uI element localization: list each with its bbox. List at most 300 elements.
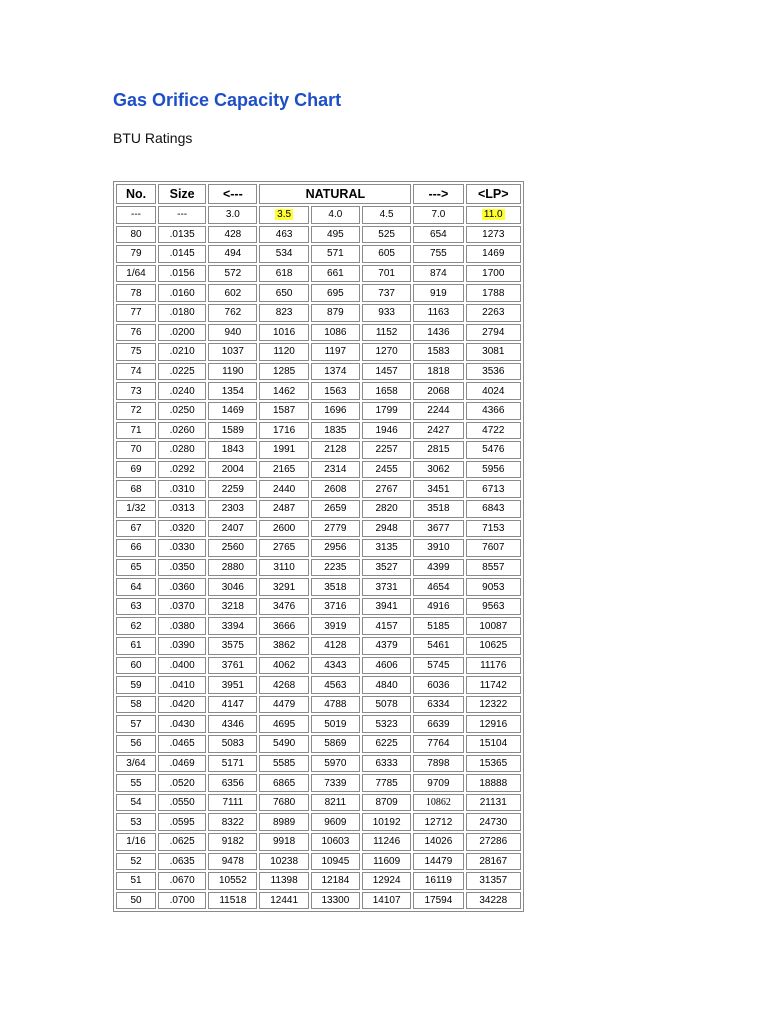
btu-cell: 7153 xyxy=(466,520,521,538)
drill-number-cell: 63 xyxy=(116,598,156,616)
btu-cell: 5083 xyxy=(208,735,257,753)
header-row xyxy=(116,184,521,204)
table-row xyxy=(116,598,521,616)
btu-cell: 2815 xyxy=(413,441,463,459)
btu-cell: 1436 xyxy=(413,324,463,342)
btu-cell: 1270 xyxy=(362,343,411,361)
size-cell: .0420 xyxy=(158,696,206,714)
size-cell: .0330 xyxy=(158,539,206,557)
size-cell: .0240 xyxy=(158,382,206,400)
size-cell: .0380 xyxy=(158,617,206,635)
btu-cell: 4366 xyxy=(466,402,521,420)
btu-cell: 9053 xyxy=(466,578,521,596)
pressure-subheader-row xyxy=(116,206,521,224)
size-cell: .0135 xyxy=(158,226,206,244)
btu-cell: 24730 xyxy=(466,813,521,831)
btu-cell: 11176 xyxy=(466,657,521,675)
btu-cell: 4147 xyxy=(208,696,257,714)
btu-cell: 1190 xyxy=(208,363,257,381)
btu-cell: 1120 xyxy=(259,343,308,361)
btu-cell: 5019 xyxy=(311,715,360,733)
btu-cell: 2820 xyxy=(362,500,411,518)
btu-cell: 4128 xyxy=(311,637,360,655)
orifice-capacity-table xyxy=(113,181,524,912)
size-cell: .0210 xyxy=(158,343,206,361)
btu-cell: 879 xyxy=(311,304,360,322)
btu-cell: 5185 xyxy=(413,617,463,635)
btu-cell: 5171 xyxy=(208,755,257,773)
btu-cell: 4062 xyxy=(259,657,308,675)
size-cell: .0400 xyxy=(158,657,206,675)
table-body xyxy=(116,206,521,909)
btu-cell: 1700 xyxy=(466,265,521,283)
drill-number-cell: 62 xyxy=(116,617,156,635)
pressure-cell xyxy=(259,206,308,224)
btu-cell: 8989 xyxy=(259,813,308,831)
btu-cell: 919 xyxy=(413,284,463,302)
btu-cell: 9563 xyxy=(466,598,521,616)
btu-cell: 2765 xyxy=(259,539,308,557)
pressure-cell: 4.0 xyxy=(311,206,360,224)
btu-cell: 737 xyxy=(362,284,411,302)
table-row xyxy=(116,284,521,302)
btu-cell: 1469 xyxy=(466,245,521,263)
btu-cell: 463 xyxy=(259,226,308,244)
header-left-arrow: <--- xyxy=(208,184,257,204)
btu-cell: 2259 xyxy=(208,480,257,498)
size-cell: .0370 xyxy=(158,598,206,616)
btu-cell: 5585 xyxy=(259,755,308,773)
btu-cell: 1152 xyxy=(362,324,411,342)
subtitle: BTU Ratings xyxy=(113,130,193,146)
btu-cell: 1658 xyxy=(362,382,411,400)
btu-cell: 21131 xyxy=(466,794,521,812)
btu-cell: 14479 xyxy=(413,853,463,871)
btu-cell: 3677 xyxy=(413,520,463,538)
btu-cell: 4379 xyxy=(362,637,411,655)
table-row xyxy=(116,226,521,244)
table-row xyxy=(116,735,521,753)
size-cell: .0410 xyxy=(158,676,206,694)
btu-cell: 6713 xyxy=(466,480,521,498)
btu-cell: 11246 xyxy=(362,833,411,851)
btu-cell: 762 xyxy=(208,304,257,322)
btu-cell: 3941 xyxy=(362,598,411,616)
btu-cell: 3951 xyxy=(208,676,257,694)
btu-cell: 5970 xyxy=(311,755,360,773)
table-row xyxy=(116,539,521,557)
btu-cell: 1835 xyxy=(311,422,360,440)
table-row xyxy=(116,676,521,694)
table-row xyxy=(116,578,521,596)
btu-cell: 5461 xyxy=(413,637,463,655)
btu-cell: 823 xyxy=(259,304,308,322)
pressure-cell: 3.0 xyxy=(208,206,257,224)
btu-cell: 1589 xyxy=(208,422,257,440)
highlighted-pressure: 3.5 xyxy=(277,209,292,221)
btu-cell: 14026 xyxy=(413,833,463,851)
btu-cell: 11518 xyxy=(208,892,257,910)
size-cell: .0390 xyxy=(158,637,206,655)
drill-number-cell: 1/64 xyxy=(116,265,156,283)
btu-cell: 4268 xyxy=(259,676,308,694)
table-row xyxy=(116,480,521,498)
drill-number-cell: 52 xyxy=(116,853,156,871)
btu-cell: 10192 xyxy=(362,813,411,831)
btu-cell: 2244 xyxy=(413,402,463,420)
size-cell: .0625 xyxy=(158,833,206,851)
drill-number-cell: 77 xyxy=(116,304,156,322)
drill-number-cell: 1/32 xyxy=(116,500,156,518)
table-row xyxy=(116,441,521,459)
btu-cell: 9182 xyxy=(208,833,257,851)
drill-number-cell: 61 xyxy=(116,637,156,655)
btu-cell: 10945 xyxy=(311,853,360,871)
drill-number-cell: 64 xyxy=(116,578,156,596)
btu-cell: 933 xyxy=(362,304,411,322)
drill-number-cell: 75 xyxy=(116,343,156,361)
btu-cell: 2880 xyxy=(208,559,257,577)
table-row xyxy=(116,245,521,263)
btu-cell: 27286 xyxy=(466,833,521,851)
btu-cell: 2068 xyxy=(413,382,463,400)
btu-cell: 1788 xyxy=(466,284,521,302)
btu-cell: 874 xyxy=(413,265,463,283)
btu-cell: 4399 xyxy=(413,559,463,577)
btu-cell: 10087 xyxy=(466,617,521,635)
btu-cell: 10238 xyxy=(259,853,308,871)
size-cell: .0550 xyxy=(158,794,206,812)
btu-cell: 10625 xyxy=(466,637,521,655)
drill-number-cell: 65 xyxy=(116,559,156,577)
size-cell: .0350 xyxy=(158,559,206,577)
size-cell: .0313 xyxy=(158,500,206,518)
btu-cell: 4916 xyxy=(413,598,463,616)
table-row xyxy=(116,343,521,361)
table-row xyxy=(116,324,521,342)
btu-cell: 1016 xyxy=(259,324,308,342)
drill-number-cell: 53 xyxy=(116,813,156,831)
btu-cell: 7680 xyxy=(259,794,308,812)
btu-cell: 1799 xyxy=(362,402,411,420)
btu-cell: 10552 xyxy=(208,872,257,890)
table-row xyxy=(116,382,521,400)
size-cell: .0225 xyxy=(158,363,206,381)
btu-cell: 3518 xyxy=(413,500,463,518)
btu-cell: 8211 xyxy=(311,794,360,812)
size-cell: .0700 xyxy=(158,892,206,910)
btu-cell: 1197 xyxy=(311,343,360,361)
table-row xyxy=(116,461,521,479)
table-row xyxy=(116,265,521,283)
btu-cell: 7785 xyxy=(362,774,411,792)
btu-cell: 534 xyxy=(259,245,308,263)
btu-cell: 3291 xyxy=(259,578,308,596)
btu-cell: 2455 xyxy=(362,461,411,479)
btu-cell: 2779 xyxy=(311,520,360,538)
btu-cell: 2235 xyxy=(311,559,360,577)
table-row xyxy=(116,402,521,420)
btu-cell: 3761 xyxy=(208,657,257,675)
btu-cell: 2004 xyxy=(208,461,257,479)
btu-cell: 6036 xyxy=(413,676,463,694)
btu-cell: 1946 xyxy=(362,422,411,440)
btu-cell: 3046 xyxy=(208,578,257,596)
btu-cell: 2165 xyxy=(259,461,308,479)
btu-cell: 3527 xyxy=(362,559,411,577)
size-cell: .0360 xyxy=(158,578,206,596)
size-cell: .0156 xyxy=(158,265,206,283)
btu-cell: 9709 xyxy=(413,774,463,792)
btu-cell: 4840 xyxy=(362,676,411,694)
drill-number-cell: 51 xyxy=(116,872,156,890)
btu-cell: 3919 xyxy=(311,617,360,635)
btu-cell: 12924 xyxy=(362,872,411,890)
size-cell: .0430 xyxy=(158,715,206,733)
size-cell: .0180 xyxy=(158,304,206,322)
btu-cell: 1163 xyxy=(413,304,463,322)
drill-number-cell: 50 xyxy=(116,892,156,910)
pressure-cell: --- xyxy=(116,206,156,224)
drill-number-cell: 79 xyxy=(116,245,156,263)
btu-cell: 5323 xyxy=(362,715,411,733)
btu-cell: 6639 xyxy=(413,715,463,733)
size-cell: .0520 xyxy=(158,774,206,792)
btu-cell: 1354 xyxy=(208,382,257,400)
btu-cell: 618 xyxy=(259,265,308,283)
btu-cell: 494 xyxy=(208,245,257,263)
btu-cell: 605 xyxy=(362,245,411,263)
btu-cell: 3110 xyxy=(259,559,308,577)
btu-cell: 31357 xyxy=(466,872,521,890)
btu-cell: 654 xyxy=(413,226,463,244)
size-cell: .0595 xyxy=(158,813,206,831)
btu-cell: 2128 xyxy=(311,441,360,459)
drill-number-cell: 68 xyxy=(116,480,156,498)
btu-cell: 7898 xyxy=(413,755,463,773)
btu-cell: 5078 xyxy=(362,696,411,714)
btu-cell: 2303 xyxy=(208,500,257,518)
btu-cell: 3476 xyxy=(259,598,308,616)
table-row xyxy=(116,500,521,518)
drill-number-cell: 73 xyxy=(116,382,156,400)
btu-cell: 11398 xyxy=(259,872,308,890)
size-cell: .0280 xyxy=(158,441,206,459)
btu-cell: 1457 xyxy=(362,363,411,381)
btu-cell: 1285 xyxy=(259,363,308,381)
btu-cell: 8709 xyxy=(362,794,411,812)
table-row xyxy=(116,520,521,538)
table-row xyxy=(116,363,521,381)
drill-number-cell: 56 xyxy=(116,735,156,753)
size-cell: .0200 xyxy=(158,324,206,342)
btu-cell: 3135 xyxy=(362,539,411,557)
table-row xyxy=(116,696,521,714)
btu-cell: 9609 xyxy=(311,813,360,831)
btu-cell: 15365 xyxy=(466,755,521,773)
btu-cell: 1086 xyxy=(311,324,360,342)
btu-cell: 3218 xyxy=(208,598,257,616)
btu-cell: 34228 xyxy=(466,892,521,910)
pressure-cell: 7.0 xyxy=(413,206,463,224)
btu-cell: 3518 xyxy=(311,578,360,596)
btu-cell: 3731 xyxy=(362,578,411,596)
btu-cell: 18888 xyxy=(466,774,521,792)
drill-number-cell: 76 xyxy=(116,324,156,342)
table-row xyxy=(116,637,521,655)
btu-cell: 4654 xyxy=(413,578,463,596)
btu-cell: 2314 xyxy=(311,461,360,479)
header-natural: NATURAL xyxy=(259,184,411,204)
btu-cell: 2608 xyxy=(311,480,360,498)
btu-cell: 1462 xyxy=(259,382,308,400)
size-cell: .0145 xyxy=(158,245,206,263)
btu-cell: 2257 xyxy=(362,441,411,459)
size-cell: .0670 xyxy=(158,872,206,890)
drill-number-cell: 1/16 xyxy=(116,833,156,851)
btu-cell: 1273 xyxy=(466,226,521,244)
btu-cell: 1696 xyxy=(311,402,360,420)
btu-cell: 6356 xyxy=(208,774,257,792)
btu-cell: 7111 xyxy=(208,794,257,812)
btu-cell: 7607 xyxy=(466,539,521,557)
btu-cell: 4788 xyxy=(311,696,360,714)
btu-cell: 428 xyxy=(208,226,257,244)
drill-number-cell: 54 xyxy=(116,794,156,812)
size-cell: .0260 xyxy=(158,422,206,440)
pressure-cell: --- xyxy=(158,206,206,224)
size-cell: .0310 xyxy=(158,480,206,498)
btu-cell: 3451 xyxy=(413,480,463,498)
btu-cell: 701 xyxy=(362,265,411,283)
btu-cell: 9478 xyxy=(208,853,257,871)
drill-number-cell: 67 xyxy=(116,520,156,538)
drill-number-cell: 71 xyxy=(116,422,156,440)
size-cell: .0250 xyxy=(158,402,206,420)
btu-cell: 4695 xyxy=(259,715,308,733)
size-cell: .0465 xyxy=(158,735,206,753)
btu-cell: 4479 xyxy=(259,696,308,714)
btu-cell: 6333 xyxy=(362,755,411,773)
btu-cell: 650 xyxy=(259,284,308,302)
drill-number-cell: 59 xyxy=(116,676,156,694)
btu-cell: 2440 xyxy=(259,480,308,498)
pressure-cell xyxy=(466,206,521,224)
btu-cell: 940 xyxy=(208,324,257,342)
btu-cell: 2794 xyxy=(466,324,521,342)
drill-number-cell: 70 xyxy=(116,441,156,459)
btu-cell: 1037 xyxy=(208,343,257,361)
btu-cell: 11609 xyxy=(362,853,411,871)
drill-number-cell: 78 xyxy=(116,284,156,302)
size-cell: .0160 xyxy=(158,284,206,302)
header-right-arrow: ---> xyxy=(413,184,463,204)
btu-cell: 2600 xyxy=(259,520,308,538)
page-title: Gas Orifice Capacity Chart xyxy=(113,90,342,110)
btu-cell: 4722 xyxy=(466,422,521,440)
size-cell: .0320 xyxy=(158,520,206,538)
btu-cell: 1716 xyxy=(259,422,308,440)
btu-cell: 10603 xyxy=(311,833,360,851)
btu-cell: 3716 xyxy=(311,598,360,616)
btu-cell: 2956 xyxy=(311,539,360,557)
btu-cell: 5745 xyxy=(413,657,463,675)
size-cell: .0635 xyxy=(158,853,206,871)
btu-cell: 28167 xyxy=(466,853,521,871)
btu-cell: 3062 xyxy=(413,461,463,479)
btu-cell: 12916 xyxy=(466,715,521,733)
btu-cell: 12322 xyxy=(466,696,521,714)
btu-cell: 1563 xyxy=(311,382,360,400)
btu-cell: 1583 xyxy=(413,343,463,361)
table-row xyxy=(116,774,521,792)
table-row xyxy=(116,559,521,577)
btu-cell: 525 xyxy=(362,226,411,244)
btu-cell: 16119 xyxy=(413,872,463,890)
btu-cell: 6843 xyxy=(466,500,521,518)
btu-cell: 8322 xyxy=(208,813,257,831)
table-row xyxy=(116,813,521,831)
btu-cell: 3910 xyxy=(413,539,463,557)
btu-cell: 9918 xyxy=(259,833,308,851)
btu-cell: 12712 xyxy=(413,813,463,831)
table-row xyxy=(116,755,521,773)
btu-cell: 8557 xyxy=(466,559,521,577)
btu-cell: 1469 xyxy=(208,402,257,420)
btu-cell: 495 xyxy=(311,226,360,244)
btu-cell: 2659 xyxy=(311,500,360,518)
btu-cell: 2427 xyxy=(413,422,463,440)
btu-cell: 3081 xyxy=(466,343,521,361)
size-cell: .0469 xyxy=(158,755,206,773)
btu-cell: 2560 xyxy=(208,539,257,557)
table-row xyxy=(116,872,521,890)
drill-number-cell: 3/64 xyxy=(116,755,156,773)
btu-cell: 1587 xyxy=(259,402,308,420)
drill-number-cell: 55 xyxy=(116,774,156,792)
btu-cell: 5476 xyxy=(466,441,521,459)
btu-cell: 2487 xyxy=(259,500,308,518)
btu-cell: 6334 xyxy=(413,696,463,714)
btu-cell: 4346 xyxy=(208,715,257,733)
btu-cell: 12184 xyxy=(311,872,360,890)
header-no: No. xyxy=(116,184,156,204)
btu-cell: 4157 xyxy=(362,617,411,635)
btu-cell: 1991 xyxy=(259,441,308,459)
btu-cell: 13300 xyxy=(311,892,360,910)
drill-number-cell: 80 xyxy=(116,226,156,244)
header-size: Size xyxy=(158,184,206,204)
btu-cell: 661 xyxy=(311,265,360,283)
btu-cell: 3536 xyxy=(466,363,521,381)
btu-cell: 3575 xyxy=(208,637,257,655)
btu-cell: 3862 xyxy=(259,637,308,655)
header-lp: <LP> xyxy=(466,184,521,204)
btu-cell: 7764 xyxy=(413,735,463,753)
drill-number-cell: 57 xyxy=(116,715,156,733)
btu-cell: 3666 xyxy=(259,617,308,635)
table-row xyxy=(116,657,521,675)
drill-number-cell: 58 xyxy=(116,696,156,714)
btu-cell: 7339 xyxy=(311,774,360,792)
table-row xyxy=(116,794,521,812)
highlighted-pressure: 11.0 xyxy=(483,209,503,221)
btu-cell: 15104 xyxy=(466,735,521,753)
table-row xyxy=(116,892,521,910)
btu-cell: 1374 xyxy=(311,363,360,381)
drill-number-cell: 72 xyxy=(116,402,156,420)
drill-number-cell: 69 xyxy=(116,461,156,479)
